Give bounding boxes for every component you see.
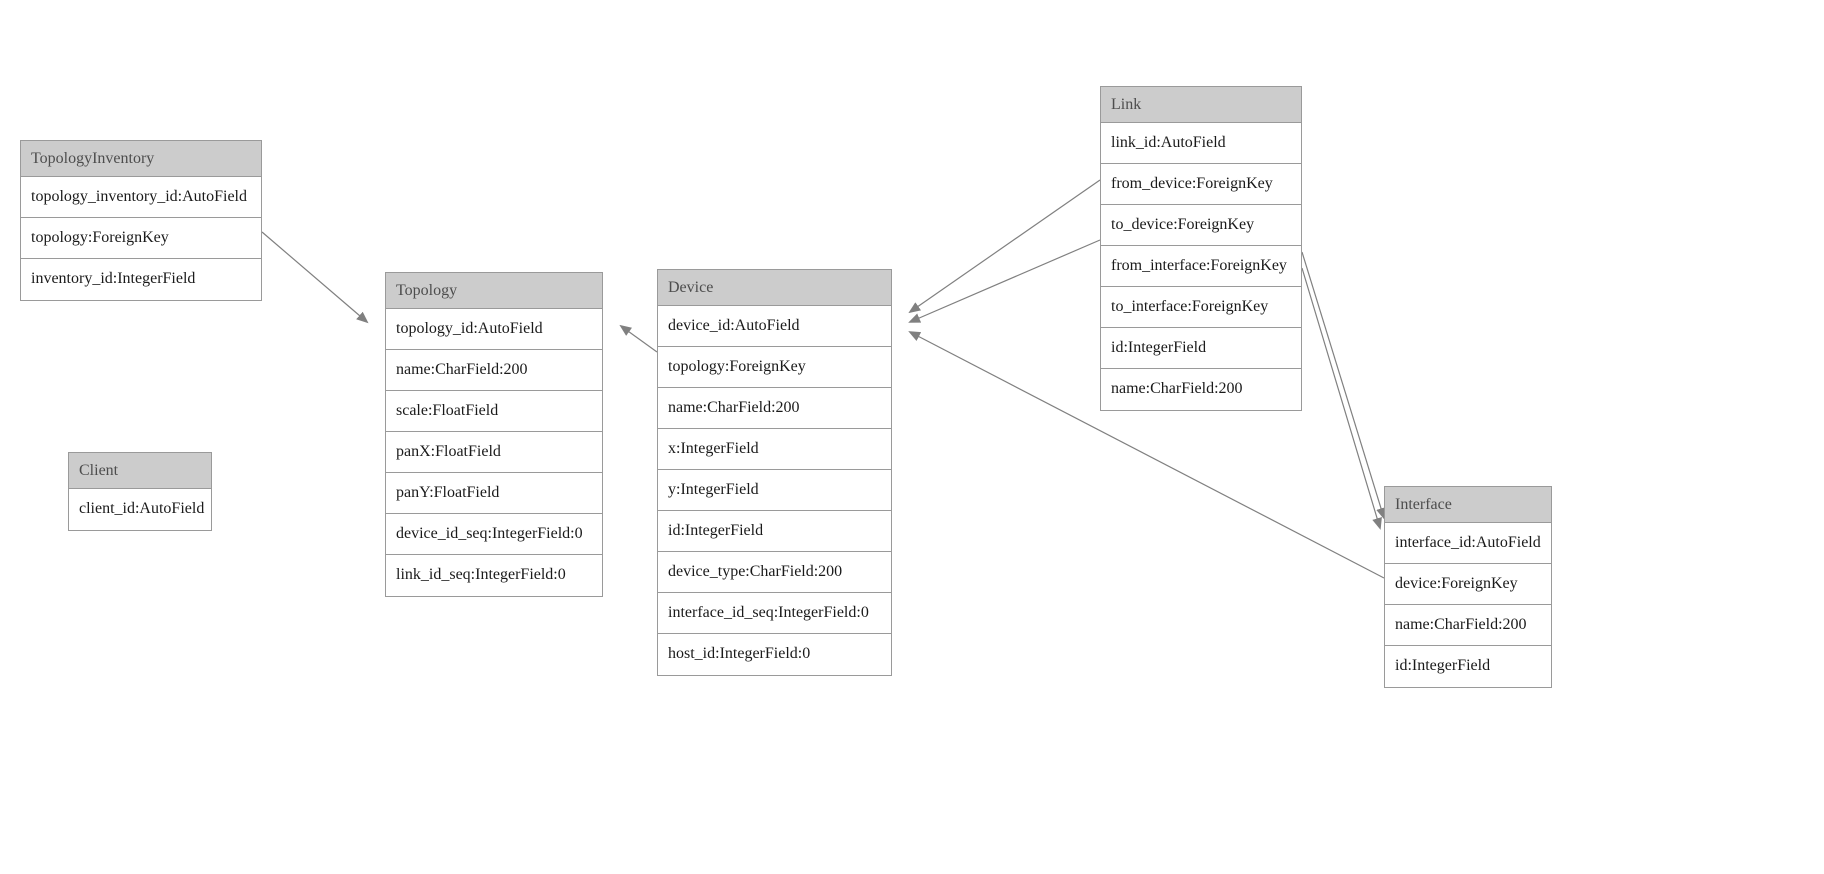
entity-field: y:IntegerField [658, 470, 891, 511]
entity-device[interactable] [657, 269, 892, 676]
entity-field: device:ForeignKey [1385, 564, 1551, 605]
entity-field: topology:ForeignKey [21, 218, 261, 259]
entity-title: Interface [1385, 487, 1551, 523]
entity-field: interface_id:AutoField [1385, 523, 1551, 564]
entity-title: Link [1101, 87, 1301, 123]
entity-field: panY:FloatField [386, 473, 602, 514]
entity-field: id:IntegerField [1101, 328, 1301, 369]
entity-field: name:CharField:200 [1101, 369, 1301, 410]
entity-field: id:IntegerField [658, 511, 891, 552]
entity-field: id:IntegerField [1385, 646, 1551, 687]
entity-field: inventory_id:IntegerField [21, 259, 261, 300]
entity-field: interface_id_seq:IntegerField:0 [658, 593, 891, 634]
entity-interface[interactable] [1384, 486, 1552, 688]
edge-link-from-interface [1302, 252, 1384, 518]
entity-title: TopologyInventory [21, 141, 261, 177]
entity-field: link_id:AutoField [1101, 123, 1301, 164]
entity-field: to_device:ForeignKey [1101, 205, 1301, 246]
entity-field: panX:FloatField [386, 432, 602, 473]
entity-field: link_id_seq:IntegerField:0 [386, 555, 602, 596]
entity-field: name:CharField:200 [386, 350, 602, 391]
entity-field: topology:ForeignKey [658, 347, 891, 388]
entity-topologyinventory[interactable] [20, 140, 262, 301]
edge-link-from-device [910, 180, 1100, 312]
entity-field: from_interface:ForeignKey [1101, 246, 1301, 287]
entity-field: to_interface:ForeignKey [1101, 287, 1301, 328]
edge-link-to-interface [1302, 268, 1380, 528]
entity-client[interactable] [68, 452, 212, 531]
entity-title: Topology [386, 273, 602, 309]
entity-field: host_id:IntegerField:0 [658, 634, 891, 675]
entity-field: name:CharField:200 [1385, 605, 1551, 646]
entity-field: device_type:CharField:200 [658, 552, 891, 593]
edge-topologyinventory-topology [262, 232, 367, 322]
entity-title: Device [658, 270, 891, 306]
entity-field: client_id:AutoField [69, 489, 211, 530]
entity-field: topology_id:AutoField [386, 309, 602, 350]
entity-field: device_id_seq:IntegerField:0 [386, 514, 602, 555]
edge-device-topology [621, 326, 657, 352]
entity-field: name:CharField:200 [658, 388, 891, 429]
entity-title: Client [69, 453, 211, 489]
entity-link[interactable] [1100, 86, 1302, 411]
entity-field: from_device:ForeignKey [1101, 164, 1301, 205]
entity-field: scale:FloatField [386, 391, 602, 432]
entity-topology[interactable] [385, 272, 603, 597]
entity-field: x:IntegerField [658, 429, 891, 470]
entity-field: device_id:AutoField [658, 306, 891, 347]
edge-link-to-device [910, 240, 1100, 322]
entity-field: topology_inventory_id:AutoField [21, 177, 261, 218]
